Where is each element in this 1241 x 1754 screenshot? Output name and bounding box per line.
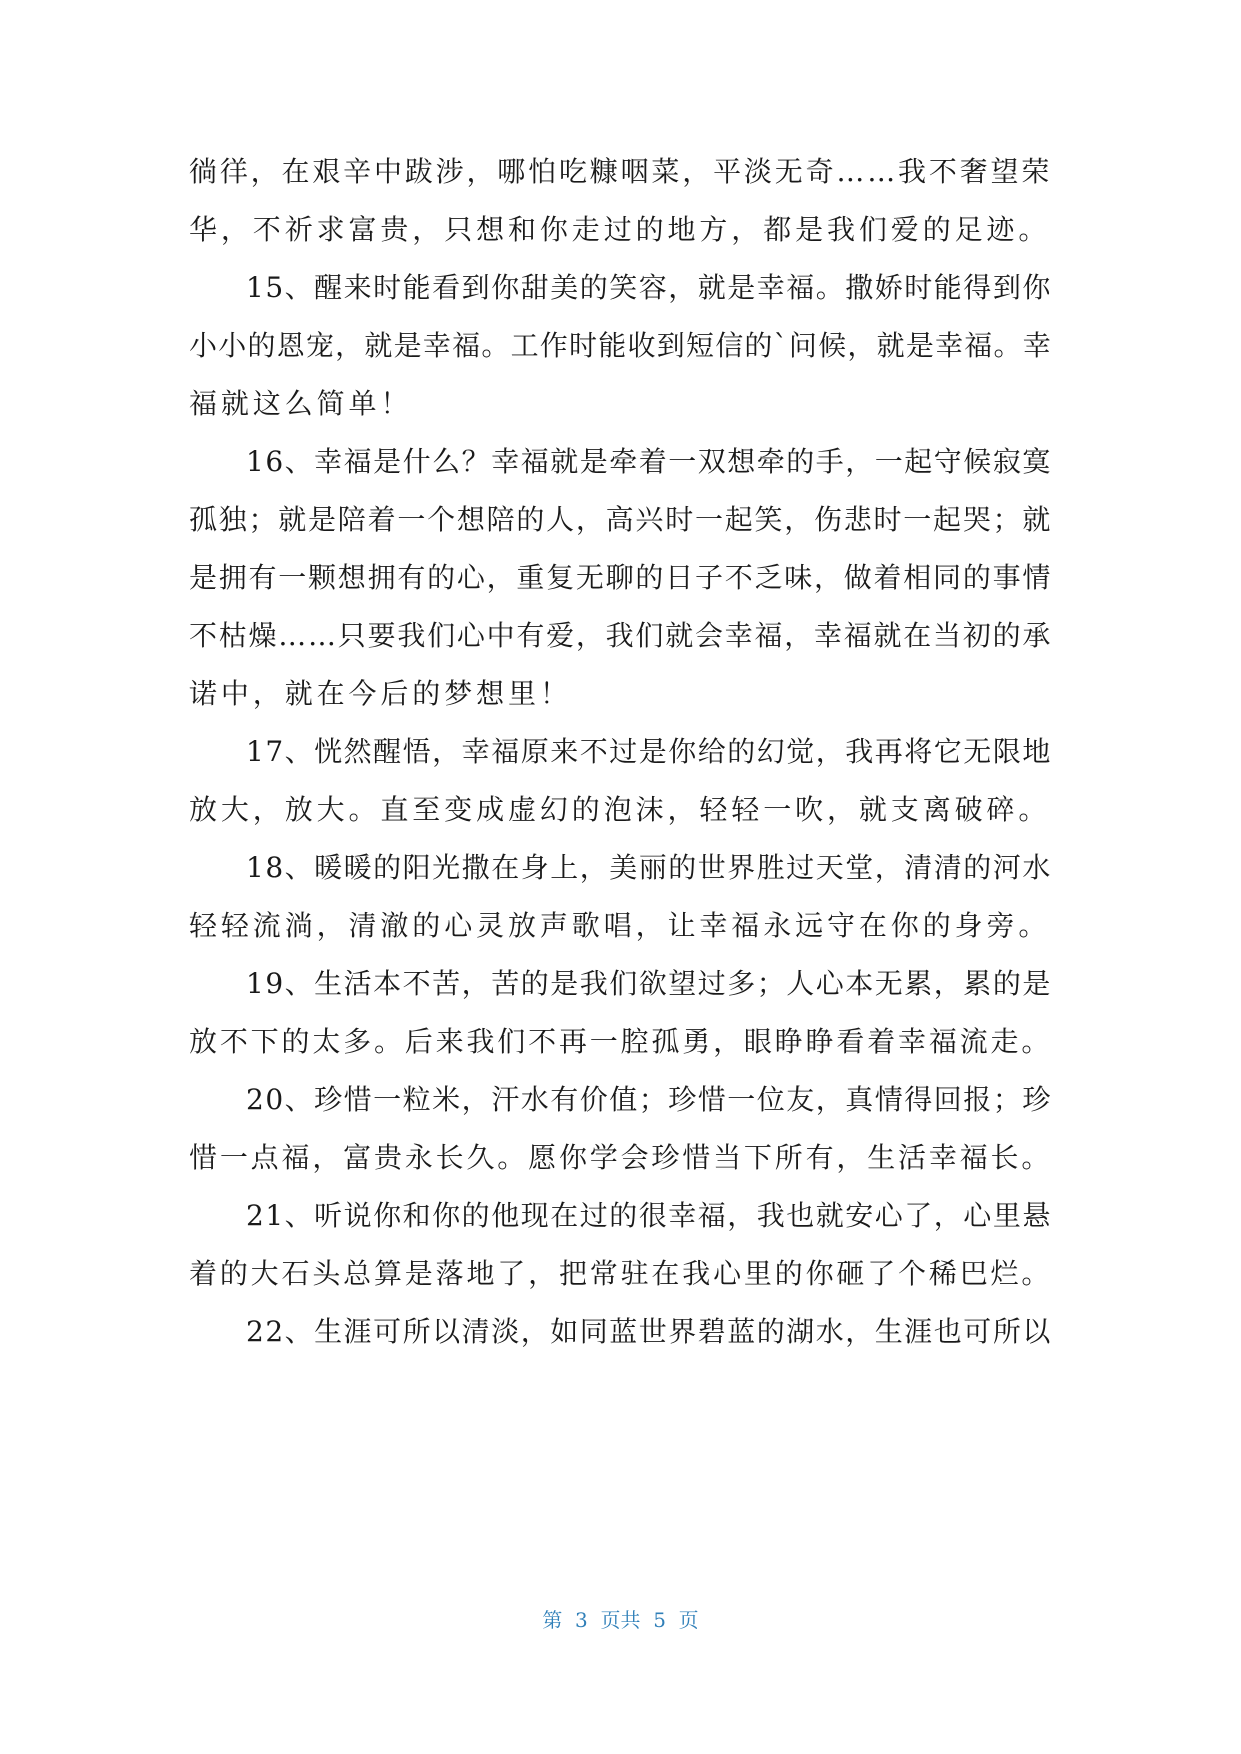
text-line: 孤独；就是陪着一个想陪的人，高兴时一起笑，伤悲时一起哭；就 bbox=[189, 503, 1053, 536]
text-line: 惜一点福，富贵永长久。愿你学会珍惜当下所有，生活幸福长。 bbox=[189, 1141, 1053, 1174]
text-line: 着的大石头总算是落地了，把常驻在我心里的你砸了个稀巴烂。 bbox=[189, 1257, 1053, 1290]
text-line: 不枯燥……只要我们心中有爱，我们就会幸福，幸福就在当初的承 bbox=[189, 619, 1053, 652]
paragraph-start-16: 16、幸福是什么？幸福就是牵着一双想牵的手，一起守候寂寞 bbox=[246, 445, 1052, 478]
text-line: 轻轻流淌，清澈的心灵放声歌唱，让幸福永远守在你的身旁。 bbox=[189, 909, 1051, 942]
paragraph-start-18: 18、暖暖的阳光撒在身上，美丽的世界胜过天堂，清清的河水 bbox=[246, 851, 1052, 884]
text-line: 是拥有一颗想拥有的心，重复无聊的日子不乏味，做着相同的事情 bbox=[189, 561, 1053, 594]
text-line: 诺中，就在今后的梦想里！ bbox=[189, 677, 572, 710]
paragraph-start-22: 22、生涯可所以清淡，如同蓝世界碧蓝的湖水，生涯也可所以 bbox=[246, 1315, 1052, 1348]
text-line: 放不下的太多。后来我们不再一腔孤勇，眼睁睁看着幸福流走。 bbox=[189, 1025, 1053, 1058]
paragraph-start-21: 21、听说你和你的他现在过的很幸福，我也就安心了，心里悬 bbox=[246, 1199, 1052, 1232]
paragraph-start-15: 15、醒来时能看到你甜美的笑容，就是幸福。撒娇时能得到你 bbox=[246, 271, 1052, 304]
text-line: 放大，放大。直至变成虚幻的泡沫，轻轻一吹，就支离破碎。 bbox=[189, 793, 1051, 826]
text-line: 福就这么简单！ bbox=[189, 387, 413, 420]
text-line: 小小的恩宠，就是幸福。工作时能收到短信的`问候，就是幸福。幸 bbox=[189, 329, 1053, 362]
page-indicator: 第 3 页共 5 页 bbox=[542, 1608, 699, 1632]
paragraph-start-17: 17、恍然醒悟，幸福原来不过是你给的幻觉，我再将它无限地 bbox=[246, 735, 1052, 768]
paragraph-start-19: 19、生活本不苦，苦的是我们欲望过多；人心本无累，累的是 bbox=[246, 967, 1052, 1000]
paragraph-start-20: 20、珍惜一粒米，汗水有价值；珍惜一位友，真情得回报；珍 bbox=[246, 1083, 1052, 1116]
text-line: 徜徉，在艰辛中跋涉，哪怕吃糠咽菜，平淡无奇……我不奢望荣 bbox=[189, 155, 1053, 188]
text-line: 华，不祈求富贵，只想和你走过的地方，都是我们爱的足迹。 bbox=[189, 213, 1051, 246]
